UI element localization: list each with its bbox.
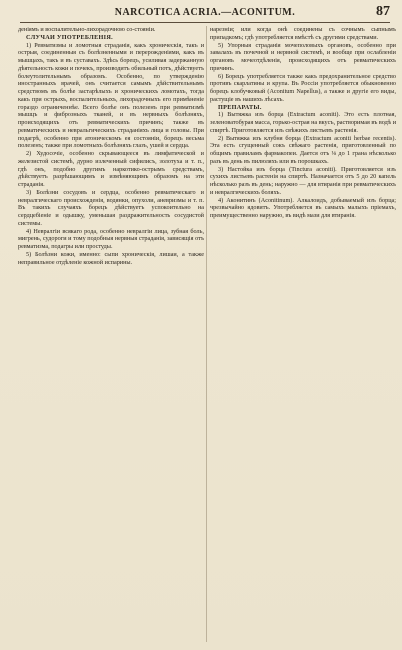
preparation-paragraph: 2) Вытяжка изъ клубня борца (Extractum aconiti herbae recentis). Эта есть сгущенный сокъ свѣжаго растенія, приготовленный по общимъ правиламъ фармакопеи. Дается отъ ⅛ до 1 грана нѣсколько разъ въ день въ пилюляхъ или въ порошкахъ. xyxy=(210,134,396,165)
left-paragraph: 4) Невралгіи всякаго рода, особенно невралгіи лица, зубная боль, мигрень, судороги и тому подобныя нервныя страданія, зависящія отъ ревматизма, подагры или простуды. xyxy=(18,227,204,250)
left-lead-text: деніямъ и воспалительно-лихорадочною со-стояніи. xyxy=(18,26,156,33)
section-heading-preparations xyxy=(210,104,396,112)
right-paragraph: 5) Упорныя страданія мочеполовыхъ органовъ, особенно при завалахъ въ почечной и нервной системѣ, и вообще при ослабленіи органовъ мочеотдѣленія, происходящихъ отъ ревматическихъ причинъ. xyxy=(210,41,396,72)
preparation-paragraph: 3) Настойка изъ борца (Tinctura aconiti). Приготовляется изъ сухихъ листьевъ растенія на спиртѣ. Назначается отъ 5 до 20 капель нѣсколько разъ въ день; наружно — для втиранія при ревматическихъ и невралгическихъ боляхъ. xyxy=(210,165,396,196)
right-paragraph: 6) Борецъ употребляется также какъ предохранительное средство противъ скарлатины и крупа. Въ Россіи употребляется обыкновенно борецъ клобучковый (Aconitum Napellus), а также и другіе его виды, растущіе въ нашихъ лѣсахъ. xyxy=(210,72,396,103)
preparation-paragraph: 4) Аконитинъ (Aconitinum). Алкалоидъ, добываемый изъ борца; чрезвычайно ядовитъ. Употребляется въ самыхъ малыхъ пріемахъ, преимущественно наружно, въ видѣ мази для втиранія. xyxy=(210,196,396,219)
running-header xyxy=(20,6,390,23)
left-paragraph: 3) Болѣзни сосудовъ и сердца, особенно ревматическаго и невралгическаго происхожденія, водянки, опухоли, аневризмы и т. п. Въ такихъ случаяхъ борецъ дѣйствуетъ успокоительно на сердцебіеніе и одышку, уменьшая раздражительность сосудистой системы. xyxy=(18,188,204,227)
left-paragraph: 1) Ревматизмы и ломотныя страданія, какъ хроническія, такъ и острыя, соединенныя съ болѣзненными и перерожденіями, какъ въ мышцахъ, такъ и въ суставахъ. Здѣсь борецъ, усиливая задержанную дѣятельность кожи и почекъ, производитъ обильный потъ, дѣйствуетъ болеутолительнымъ образомъ. Особенно, по утвержденію иностранныхъ врачей, онъ считается самымъ дѣйствительнымъ средствомъ въ болѣе застарѣлыхъ и хроническихъ ломотахъ, тогда какъ при острыхъ, воспалительныхъ, лихорадочныхъ его примѣненіе гораздо ограниченнѣе. Всего болѣе онъ полезенъ при ревматизмѣ мышцъ и фиброзныхъ тканей, и въ нервныхъ болѣзняхъ, происходящихъ отъ ревматическихъ причинъ; также въ ревматическихъ и невральгическихъ страданіяхъ лица и головы. При подагрѣ, особенно при атоническомъ ея состояніи, борецъ весьма полезенъ; также при ломотныхъ болѣзняхъ глазъ, ушей и сердца. xyxy=(18,41,204,150)
right-lead-text: нарезніи; или когда онѣ соединены съ сочнымъ сыпнымъ припадкомъ; гдѣ употребляется вмѣстѣ съ другими средствами. xyxy=(210,26,396,41)
right-column xyxy=(210,26,396,646)
section-title: СЛУЧАИ УПОТРЕБЛЕНІЯ. xyxy=(26,33,113,41)
running-title: NARCOTICA ACRIA.—ACONITUM. xyxy=(114,7,296,18)
left-column xyxy=(18,26,204,646)
preparation-paragraph: 1) Вытяжка изъ борца (Extractum aconiti). Это есть плотная, зеленоватобурая масса, горько-острая на вкусъ, растворимая въ водѣ и спиртѣ. Приготовляется изъ свѣжихъ листьевъ растенія. xyxy=(210,111,396,134)
left-paragraph: 5) Болѣзни кожи, именно: сыпи хроническія, лишаи, а также неправильное отдѣленіе кожной испарины. xyxy=(18,250,204,266)
left-paragraph: 2) Худосочіе, особенно скрывающееся въ лимфатической и железистой системѣ, дурно излеченный сифилисъ, золотуха и т. п., гдѣ онъ, подобно другимъ наркотико-острымъ средствамъ, дѣйствуетъ разрѣшающимъ и измѣняющимъ образомъ на эти страданія. xyxy=(18,150,204,188)
page-number: 87 xyxy=(376,4,390,19)
section-title: ПРЕПАРАТЫ. xyxy=(218,103,262,111)
column-divider xyxy=(206,26,207,642)
section-heading-usage xyxy=(18,34,204,42)
